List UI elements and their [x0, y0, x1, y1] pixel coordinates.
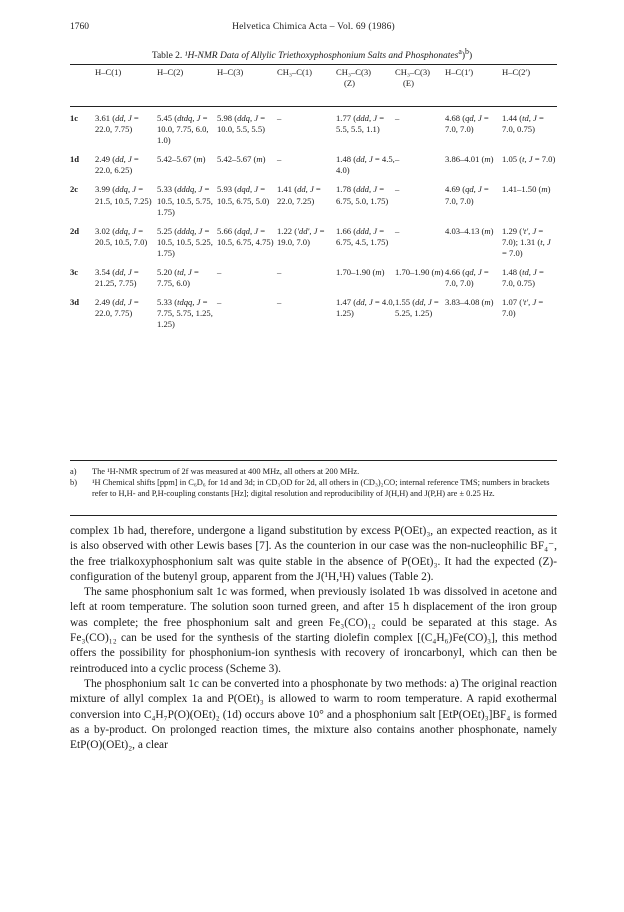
footnote-rule: [70, 515, 557, 516]
table-row: [70, 220, 557, 261]
table-cell: 5.93 (dqd, J = 10.5, 6.75, 5.0): [217, 184, 270, 206]
column-header: CH₃–C(3) (E): [395, 67, 430, 89]
table-cell: 3.54 (dd, J = 21.25, 7.75): [95, 267, 139, 289]
column-header: H–C(1): [95, 67, 122, 77]
table-cell: –: [395, 184, 400, 195]
footnote-a: [70, 466, 557, 477]
table-cell: 4.03–4.13 (m): [445, 225, 494, 236]
table-top-rule: [70, 64, 557, 65]
table-cell: 1.22 ('dd', J = 19.0, 7.0): [277, 225, 325, 247]
table-cell: 4.68 (qd, J = 7.0, 7.0): [445, 113, 489, 135]
table-title: ¹H-NMR Data of Allylic Triethoxyphosphonium Salts and Phosphonates: [184, 51, 459, 62]
table-cell: –: [395, 225, 400, 236]
table-row: [70, 148, 557, 178]
table-cell: 5.66 (dqd, J = 10.5, 6.75, 4.75): [217, 225, 274, 247]
table-cell: 5.45 (dtdq, J = 10.0, 7.75, 6.0, 1.0): [157, 113, 209, 146]
table-cell: 5.42–5.67 (m): [157, 154, 206, 165]
body-text: [70, 524, 557, 753]
table-header-row: [70, 67, 557, 107]
table-row: [70, 291, 557, 332]
table-cell: 1.70–1.90 (m): [395, 267, 444, 278]
table-cell: –: [277, 154, 282, 165]
compound-id: 3c: [70, 267, 79, 278]
table-cell: 3.86–4.01 (m): [445, 154, 494, 165]
table-cell: 1.29 ('t', J = 7.0); 1.31 (t, J = 7.0): [502, 225, 551, 258]
compound-id: 3d: [70, 297, 80, 308]
compound-id: 2c: [70, 184, 79, 195]
table-cell: 1.78 (ddd, J = 6.75, 5.0, 1.75): [336, 184, 389, 206]
table-cell: 5.33 (dddq, J = 10.5, 10.5, 5.75, 1.75): [157, 184, 213, 217]
table-label: Table 2.: [151, 51, 185, 62]
table-cell: 1.41–1.50 (m): [502, 184, 551, 195]
table-row: [70, 261, 557, 291]
table-cell: 5.20 (td, J = 7.75, 6.0): [157, 267, 199, 289]
table-cell: –: [395, 154, 400, 165]
table-cell: –: [217, 297, 222, 308]
table-cell: 1.44 (td, J = 7.0, 0.75): [502, 113, 544, 135]
table-cell: 1.70–1.90 (m): [336, 267, 385, 278]
table-cell: 1.66 (ddd, J = 6.75, 4.5, 1.75): [336, 225, 389, 247]
compound-id: 1c: [70, 113, 79, 123]
footnote-text: ¹H Chemical shifts [ppm] in C₆D₆ for 1d and 3d; in CD₃OD for 2d, all others in (CD₃)₂CO; internal reference TMS; numbers in brackets refer to H,H- and P,H-coupling constants [Hz]; digital resolution and reproducibility of J(H,H) and J(P,H) are ± 0.25 Hz.: [92, 478, 550, 499]
column-header: H–C(2′): [502, 67, 531, 77]
table-cell: 1.77 (ddd, J = 5.5, 5.5, 1.1): [336, 113, 385, 135]
running-header: [70, 22, 557, 36]
table-cell: 3.99 (ddq, J = 21.5, 10.5, 7.25): [95, 184, 152, 206]
column-header: CH₃–C(3) (Z): [336, 67, 371, 89]
table-cell: 5.33 (tdqq, J = 7.75, 5.75, 1.25, 1.25): [157, 297, 213, 330]
journal-title: Helvetica Chimica Acta – Vol. 69 (1986): [232, 22, 395, 32]
table-cell: 5.98 (ddq, J = 10.0, 5.5, 5.5): [217, 113, 266, 135]
table-cell: 5.42–5.67 (m): [217, 154, 266, 165]
column-header: H–C(1′): [445, 67, 474, 77]
table-cell: 1.05 (t, J = 7.0): [502, 154, 556, 165]
table-body: [70, 107, 557, 333]
table-cell: –: [277, 267, 282, 278]
table-cell: 1.48 (td, J = 7.0, 0.75): [502, 267, 544, 289]
table-cell: 4.69 (qd, J = 7.0, 7.0): [445, 184, 489, 206]
compound-id: 2d: [70, 225, 80, 236]
table-cell: 1.55 (dd, J = 5.25, 1.25): [395, 297, 439, 319]
paragraph: The phosphonium salt 1c can be converted into a phosphonate by two methods: a) The original reaction mixture of allyl complex 1a and P(OEt)₃ is allowed to warm to room temperature. A rapid exothermal conversion into C₄H₇P(O)(OEt)₂ (1d) occurs above 10° and a phosphonium salt [EtP(OEt)₃]BF₄ is formed as a by-product. On prolonged reaction times, the mixture also contains another phosphonate, namely EtP(O)(OEt)₂, a clear: [70, 677, 557, 752]
table-row: [70, 178, 557, 219]
table-cell: –: [217, 267, 222, 278]
table-cell: 5.25 (dddq, J = 10.5, 10.5, 5.25, 1.75): [157, 225, 213, 258]
column-header: H–C(3): [217, 67, 244, 77]
table-cell: 1.41 (dd, J = 22.0, 7.25): [277, 184, 321, 206]
column-header: CH₃–C(1): [277, 67, 312, 77]
footnote-mark: b): [70, 478, 77, 487]
table-cell: 3.02 (ddq, J = 20.5, 10.5, 7.0): [95, 225, 148, 247]
table-cell: 4.66 (qd, J = 7.0, 7.0): [445, 267, 489, 289]
table-row: [70, 107, 557, 148]
table-cell: 1.48 (dd, J = 4.5, 4.0): [336, 154, 395, 176]
table-cell: –: [395, 113, 400, 123]
table-caption: Table 2. ¹H-NMR Data of Allylic Triethoxyphosphonium Salts and Phosphonates$^a$)$^b$): [151, 47, 473, 62]
footnote-b: [70, 477, 557, 499]
footnote-mark: a): [70, 467, 77, 476]
page-number: 1760: [70, 22, 89, 32]
table-cell: 1.07 ('t', J = 7.0): [502, 297, 544, 319]
column-header: H–C(2): [157, 67, 184, 77]
table-cell: 3.83–4.08 (m): [445, 297, 494, 308]
nmr-data-table: [70, 67, 557, 333]
column-header: [70, 67, 95, 107]
table-cell: 1.47 (dd, J = 4.0, 1.25): [336, 297, 395, 319]
table-cell: 3.61 (dd, J = 22.0, 7.75): [95, 113, 139, 135]
table-bottom-rule: [70, 460, 557, 461]
paragraph: complex 1b had, therefore, undergone a ligand substitution by excess P(OEt)₃, an expected reaction, as it is also observed with other Lewis bases [7]. As the counterion in our case was the non-nucleophilic BF₄⁻, the free trialkoxyphosphonium salt was quite stable in the absence of P(OEt)₃. It had the expected (Z)-configuration of the butenyl group, apparent from the J(¹H,¹H) values (Table 2).: [70, 525, 557, 583]
table-cell: 2.49 (dd, J = 22.0, 6.25): [95, 154, 139, 176]
table-cell: 2.49 (dd, J = 22.0, 7.75): [95, 297, 139, 319]
footnote-text: The ¹H-NMR spectrum of 2f was measured at 400 MHz, all others at 200 MHz.: [92, 467, 360, 476]
table-cell: –: [277, 297, 282, 308]
paragraph: The same phosphonium salt 1c was formed, when previously isolated 1b was dissolved in acetone and left at room temperature. The solution soon turned green, and after 15 h displacement of the iron group was complete; the free phosphonium salt and green Fe₃(CO)₁₂ could be separated at this stage. As Fe₃(CO)₁₂ can be used for the synthesis of the starting diolefin complex [(C₄H₆)Fe(CO)₃], this method offers the possibility for phosphonium-ion synthesis with recovery of ironcarbonyl, which can then be reintroduced into a cyclic process (Scheme 3).: [70, 586, 557, 675]
table-cell: –: [277, 113, 282, 123]
compound-id: 1d: [70, 154, 80, 165]
